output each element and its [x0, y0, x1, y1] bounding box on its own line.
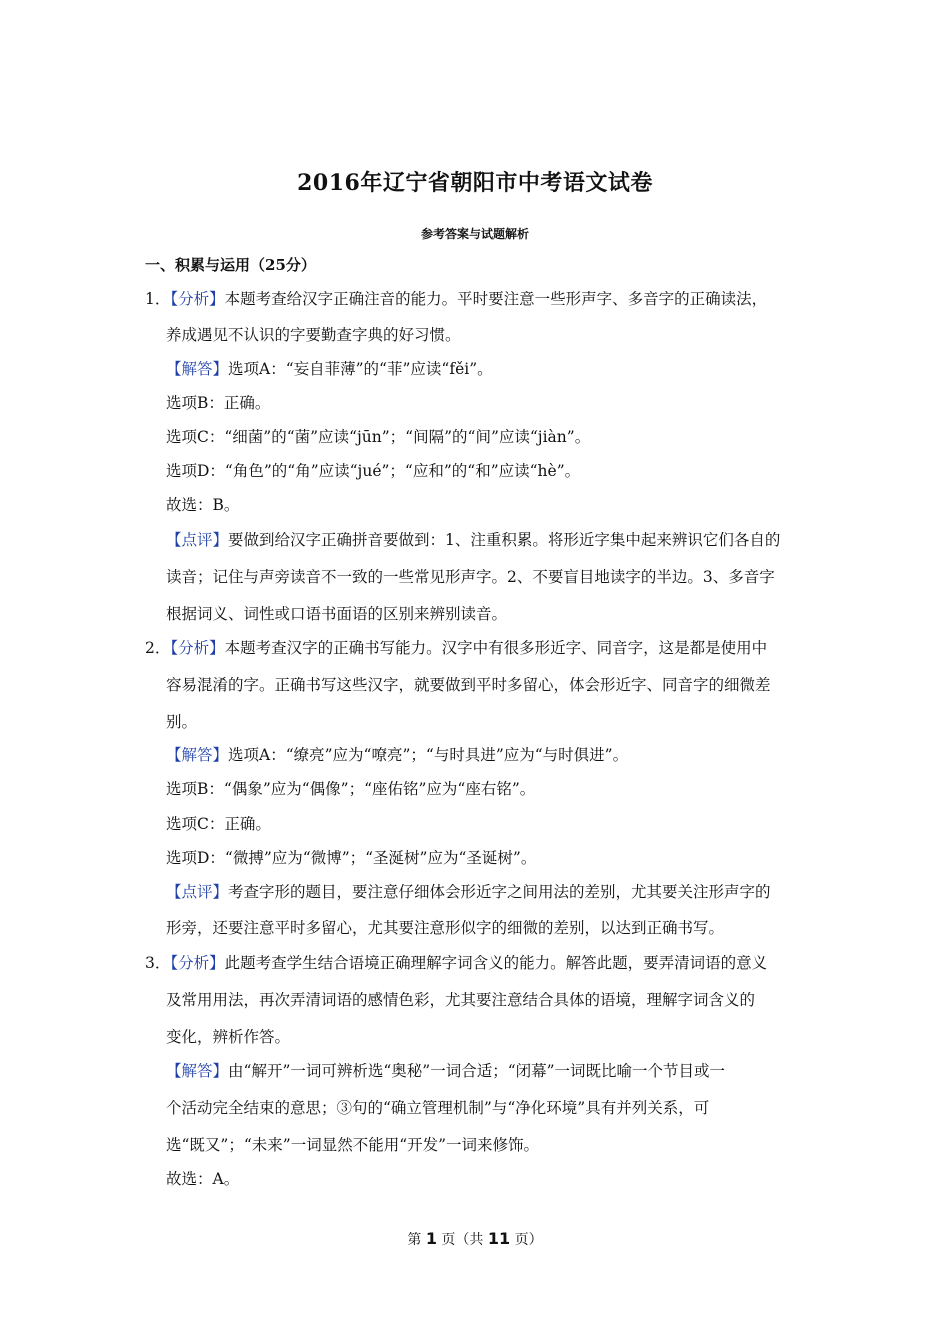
analysis-tag: 【分析】	[170, 290, 225, 308]
page-number: 1	[425, 1229, 437, 1248]
q1-comment-text: 要做到给汉字正确拼音要做到：1、注重积累。将形近字集中起来辨识它们各自的	[228, 531, 781, 549]
q2-analysis-line-2: 容易混淆的字。正确书写这些汉字，就要做到平时多留心，体会形近字、同音字的细微差	[166, 676, 771, 694]
q1-comment-line-3: 根据词义、词性或口语书面语的区别来辨别读音。	[166, 605, 508, 623]
q3-answer-line	[166, 1061, 725, 1081]
q2-answer-line-4: 选项D：“微搏”应为“微博”；“圣涎树”应为“圣诞树”。	[166, 849, 537, 867]
footer-middle: 页（共	[436, 1232, 488, 1248]
q2-answer-text: 选项A：“缭亮”应为“嘹亮”；“与时具进”应为“与时俱进”。	[228, 746, 629, 764]
q1-answer-line-3: 选项C：“细菌”的“菌”应读“jūn”；“间隔”的“间”应读“jiàn”。	[166, 428, 591, 446]
analysis-tag: 【分析】	[170, 639, 225, 657]
q2-comment-text: 考查字形的题目，要注意仔细体会形近字之间用法的差别，尤其要关注形声字的	[228, 883, 771, 901]
q1-answer-text: 选项A：“妄自菲薄”的“菲”应读“fěi”。	[228, 360, 493, 378]
q1-analysis-line	[145, 289, 767, 309]
q1-answer-line-5: 故选：B。	[166, 496, 240, 514]
comment-tag: 【点评】	[166, 883, 229, 901]
q1-comment-line	[166, 530, 780, 550]
q1-answer-line-4: 选项D：“角色”的“角”应读“jué”；“应和”的“和”应读“hè”。	[166, 462, 581, 480]
footer-prefix: 第	[407, 1232, 426, 1248]
q2-number: 2．	[145, 639, 171, 657]
q1-number: 1．	[145, 290, 171, 308]
q1-analysis-text: 本题考查给汉字正确注音的能力。平时要注意一些形声字、多音字的正确读法，	[224, 290, 768, 308]
q2-answer-line-3: 选项C：正确。	[166, 815, 271, 833]
q3-answer-line-2: 个活动完全结束的意思；③句的“确立管理机制”与“净化环境”具有并列关系，可	[166, 1099, 710, 1117]
q2-answer-line-2: 选项B：“偶象”应为“偶像”；“座佑铭”应为“座右铭”。	[166, 780, 536, 798]
q2-analysis-text: 本题考查汉字的正确书写能力。汉字中有很多形近字、同音字，这是都是使用中	[224, 639, 768, 657]
page-subtitle: 参考答案与试题解析	[420, 227, 529, 241]
answer-tag: 【解答】	[166, 1062, 229, 1080]
q2-comment-line-2: 形旁，还要注意平时多留心，尤其要注意形似字的细微的差别，以达到正确书写。	[166, 919, 725, 937]
q2-analysis-line-3: 别。	[166, 713, 198, 731]
q2-comment-line	[166, 882, 771, 902]
q3-number: 3．	[145, 954, 171, 972]
footer-suffix: 页）	[510, 1232, 543, 1248]
q3-analysis-line-2: 及常用用法，再次弄清词语的感情色彩，尤其要注意结合具体的语境，理解字词含义的	[166, 991, 756, 1009]
q3-answer-line-3: 选“既又”；“未来”一词显然不能用“开发”一词来修饰。	[166, 1136, 540, 1154]
q1-answer-line	[166, 359, 493, 379]
answer-tag: 【解答】	[166, 746, 229, 764]
total-pages: 11	[487, 1229, 511, 1248]
q2-answer-line	[166, 745, 628, 765]
analysis-tag: 【分析】	[170, 954, 225, 972]
q1-comment-line-2: 读音；记住与声旁读音不一致的一些常见形声字。2、不要盲目地读字的半边。3、多音字	[166, 568, 775, 586]
q3-analysis-line	[145, 953, 767, 973]
q3-answer-text: 由“解开”一词可辨析选“奥秘”一词合适；“闭幕”一词既比喻一个节目或一	[228, 1062, 726, 1080]
q1-answer-line-2: 选项B：正确。	[166, 394, 271, 412]
section-heading: 一、积累与运用（25分）	[145, 256, 316, 274]
q3-analysis-text: 此题考查学生结合语境正确理解字词含义的能力。解答此题，要弄清词语的意义	[224, 954, 768, 972]
q3-analysis-line-3: 变化，辨析作答。	[166, 1028, 291, 1046]
q2-analysis-line	[145, 638, 767, 658]
page-title: 2016年辽宁省朝阳市中考语文试卷	[297, 170, 653, 196]
q3-answer-line-4: 故选：A。	[166, 1170, 240, 1188]
answer-tag: 【解答】	[166, 360, 229, 378]
page-footer	[0, 1229, 950, 1249]
q1-analysis-line-2: 养成遇见不认识的字要勤查字典的好习惯。	[166, 326, 461, 344]
comment-tag: 【点评】	[166, 531, 229, 549]
